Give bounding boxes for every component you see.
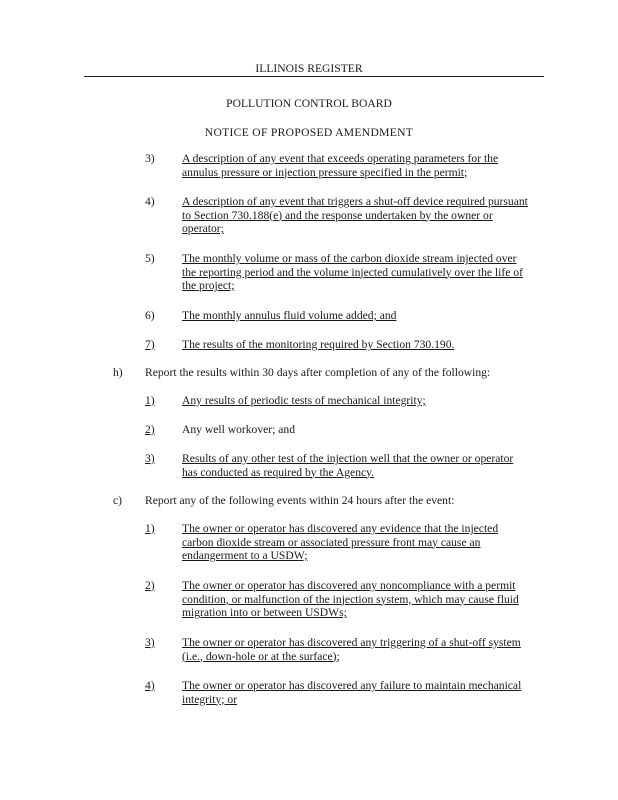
item-line: integrity; or xyxy=(182,692,238,706)
item-number: 3) xyxy=(145,636,155,649)
item-line: operator; xyxy=(182,222,224,235)
item-line: The monthly annulus fluid volume added; and xyxy=(182,309,397,322)
header-rule xyxy=(84,76,544,77)
item-line: (i.e., down-hole or at the surface); xyxy=(182,649,340,663)
section-text: Report any of the following events within 24 hours after the event: xyxy=(145,494,455,507)
item-number: 2) xyxy=(145,579,155,592)
item-number: 1) xyxy=(145,522,155,535)
item-number: 6) xyxy=(145,309,155,322)
item-line: Any well workover; and xyxy=(182,423,296,436)
item-line: the reporting period and the volume injected cumulatively over the life of xyxy=(182,265,523,279)
section-number: h) xyxy=(113,366,123,379)
item-line: has conducted as required by the Agency. xyxy=(182,465,375,479)
item-line: Results of any other test of the injection well that the owner or operator xyxy=(182,452,514,465)
item-number: 7) xyxy=(145,338,155,351)
item-line: The monthly volume or mass of the carbon dioxide stream injected over xyxy=(182,252,517,265)
board-title: POLLUTION CONTROL BOARD xyxy=(226,97,392,110)
section-text: Report the results within 30 days after completion of any of the following: xyxy=(145,366,491,379)
item-line: The owner or operator has discovered any evidence that the injected xyxy=(182,522,499,535)
item-line: Any results of periodic tests of mechanical integrity; xyxy=(182,394,426,407)
item-line: The owner or operator has discovered any noncompliance with a permit xyxy=(182,579,516,592)
item-line: The owner or operator has discovered any triggering of a shut-off system xyxy=(182,636,521,649)
item-line: A description of any event that triggers a shut-off device required pursuant xyxy=(182,195,528,208)
register-title: ILLINOIS REGISTER xyxy=(255,62,363,75)
item-line: the project; xyxy=(182,279,235,292)
item-line: endangerment to a USDW; xyxy=(182,549,308,562)
item-line: carbon dioxide stream or associated pressure front may cause an xyxy=(182,535,481,549)
item-number: 4) xyxy=(145,195,155,208)
section-number: c) xyxy=(113,494,123,507)
item-number: 4) xyxy=(145,679,155,692)
item-line: The owner or operator has discovered any failure to maintain mechanical xyxy=(182,679,522,692)
item-line: The results of the monitoring required by Section 730.190. xyxy=(182,338,455,351)
item-line: condition, or malfunction of the injection system, which may cause fluid xyxy=(182,592,519,606)
item-number: 2) xyxy=(145,423,155,436)
item-line: annulus pressure or injection pressure specified in the permit; xyxy=(182,165,468,179)
item-line: migration into or between USDWs; xyxy=(182,606,347,619)
item-number: 3) xyxy=(145,152,155,165)
item-number: 5) xyxy=(145,252,155,265)
item-number: 3) xyxy=(145,452,155,465)
item-line: A description of any event that exceeds operating parameters for the xyxy=(182,152,499,165)
notice-title: NOTICE OF PROPOSED AMENDMENT xyxy=(204,126,414,139)
item-line: to Section 730.188(e) and the response undertaken by the owner or xyxy=(182,208,493,222)
item-number: 1) xyxy=(145,394,155,407)
